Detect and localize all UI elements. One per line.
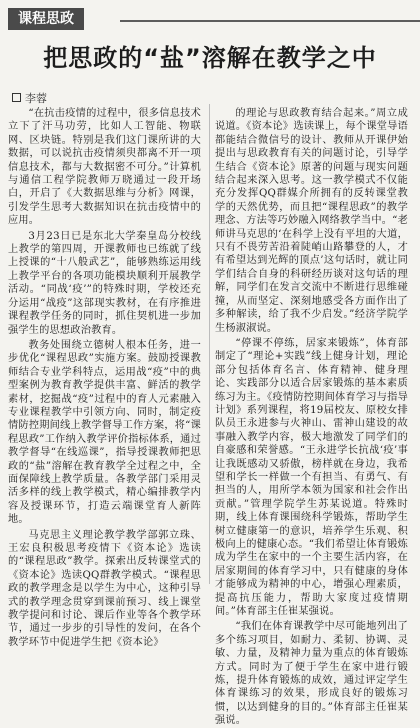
paragraph: 3月23日已是东北大学秦皇岛分校线上教学的第四周，开课教师也已练就了线上授课的“十八般武艺”，能够熟练运用线上教学平台的各项功能模块顺利开展教学活动。“同战‘疫’”的特殊时期，学校还充分运用“战疫”这部现实教材，在有序推进课程教学任务的同时，抓住契机进一步加强学生的思想政治教育。	[8, 230, 201, 336]
paragraph: “在抗击疫情的过程中，很多信息技术立下了汗马功劳，比如人工智能、物联网、区块链。特别是我们这门课所讲的大数据，可以说抗击疫情须臾都离不开一项信息技术，都与大数据密不可分。”计算机与通信工程学院教师万晓通过一段开场白，开启了《大数据思维与分析》网课，引发学生思考大数据知识在抗击疫情中的应用。	[8, 108, 201, 227]
byline-square-icon	[12, 93, 21, 102]
article-title: 把思政的“盐”溶解在教学之中	[43, 44, 377, 72]
column-divider	[209, 104, 210, 584]
left-column	[8, 107, 201, 648]
author-name: 李蓉	[25, 92, 47, 105]
right-column	[215, 107, 408, 727]
header-rule	[120, 20, 420, 22]
paragraph: 教务处围绕立德树人根本任务，进一步优化“课程思政”实施方案。鼓励授课教师结合专业学科特点，运用战“疫”中的典型案例为教育教学提供丰富、鲜活的教学素材，挖掘战“疫”过程中的育人元素融入专业课程教学中引领方向、同时，制定疫情防控期间线上教学督导工作方案，将“课程思政”工作纳入教学评价指标体系，通过教学督导“在线巡课”，指导授课教师把思政的“盐”溶解在教育教学全过程之中，全面保障线上教学质量。各教学部门采用灵活多样的线上教学模式，精心编排教学内容及授课环节，打造云端课堂育人新阵地。	[8, 339, 201, 526]
section-header	[0, 8, 420, 30]
paragraph: 马克思主义理论教学教学部郭立珠、王宏良积极思考疫情下《资本论》选读的“课程思政”教学。探索出反转课堂式的《资本论》选读QQ群教学模式。“课程思政的教学理念是以学生为中心，这种引导式的教学理念贯穿到课前预习、线上课堂教学提问和讨论、课后作业等各个教学环节，通过一步步的引导性的发问，在各个教学环节中促进学生把《资本论》	[8, 529, 201, 648]
paragraph: 的理论与思政教育结合起来。”周立成说道。《资本论》选读课上，每个课堂导语都能结合微信号的设计、教师从开课伊始提出与思政教育有关的问题讨论，引导学生结合《资本论》原著的问题与现实问题结合起来深入思考。这一教学模式不仅能充分发挥QQ群媒介所拥有的反转课堂教学的天然优势，而且把“课程思政”的教学理念、方法等巧妙融入网络教学当中。“老师讲马克思的‘在科学上没有平坦的大道，只有不畏劳苦沿着陡峭山路攀登的人，才有希望达到光辉的顶点’这句话时，就让同学们结合自身的科研经历谈对这句话的理解，同学们在发言交流中不断进行思维碰撞，从而坚定、深刻地感受各方面作出了多种解读，给了我不少启发。”经济学院学生杨淑淑说。	[215, 108, 408, 334]
paragraph: “停课不停练，居家来锻炼”，体育部制定了“理论+实践”线上健身计划，理论部分包括体育名言、体育精神、健身理论、实践部分以适合居家锻炼的基本素质练习为主。《疫情防控期间体育学习与指导计划》系列课程，将19届校友、原校女排队员王永进参与火神山、雷神山建设的故事融入教学内容，极大地激发了同学们的自豪感和荣誉感。“王永进学长抗战‘疫’事让我既感动又骄傲，榜样就在身边，我希望和学长一样做一个有担当、有勇气、有担当的人，用所学本领为国家和社会作出贡献。”管理学院学生苏某说道。特殊时期，线上体育课围绕科学锻炼，帮助学生树立健康第一的意识，培养学生乐观、积极向上的健康心态。“我们希望让体育锻炼成为学生在家中的一个主要生活内容，在居家期间的体育学习中，只有健康的身体才能够成为精神的中心，增强心理素质，提高抗压能力，帮助大家度过疫情期间。”体育部主任崔某强说。	[215, 337, 408, 618]
section-tag: 课程思政	[8, 8, 84, 30]
byline	[12, 90, 47, 106]
paragraph: “我们在体育课教学中尽可能地列出了多个练习项目，如耐力、柔韧、协调、灵敏、力量，及精神力量为重点的体育锻炼方式。同时为了便于学生在家中进行锻炼，提升体育锻炼的成效，通过评定学生体育课练习的效果，形成良好的锻炼习惯，以达到健身的目的。”体育部主任崔某强说。	[215, 621, 408, 727]
